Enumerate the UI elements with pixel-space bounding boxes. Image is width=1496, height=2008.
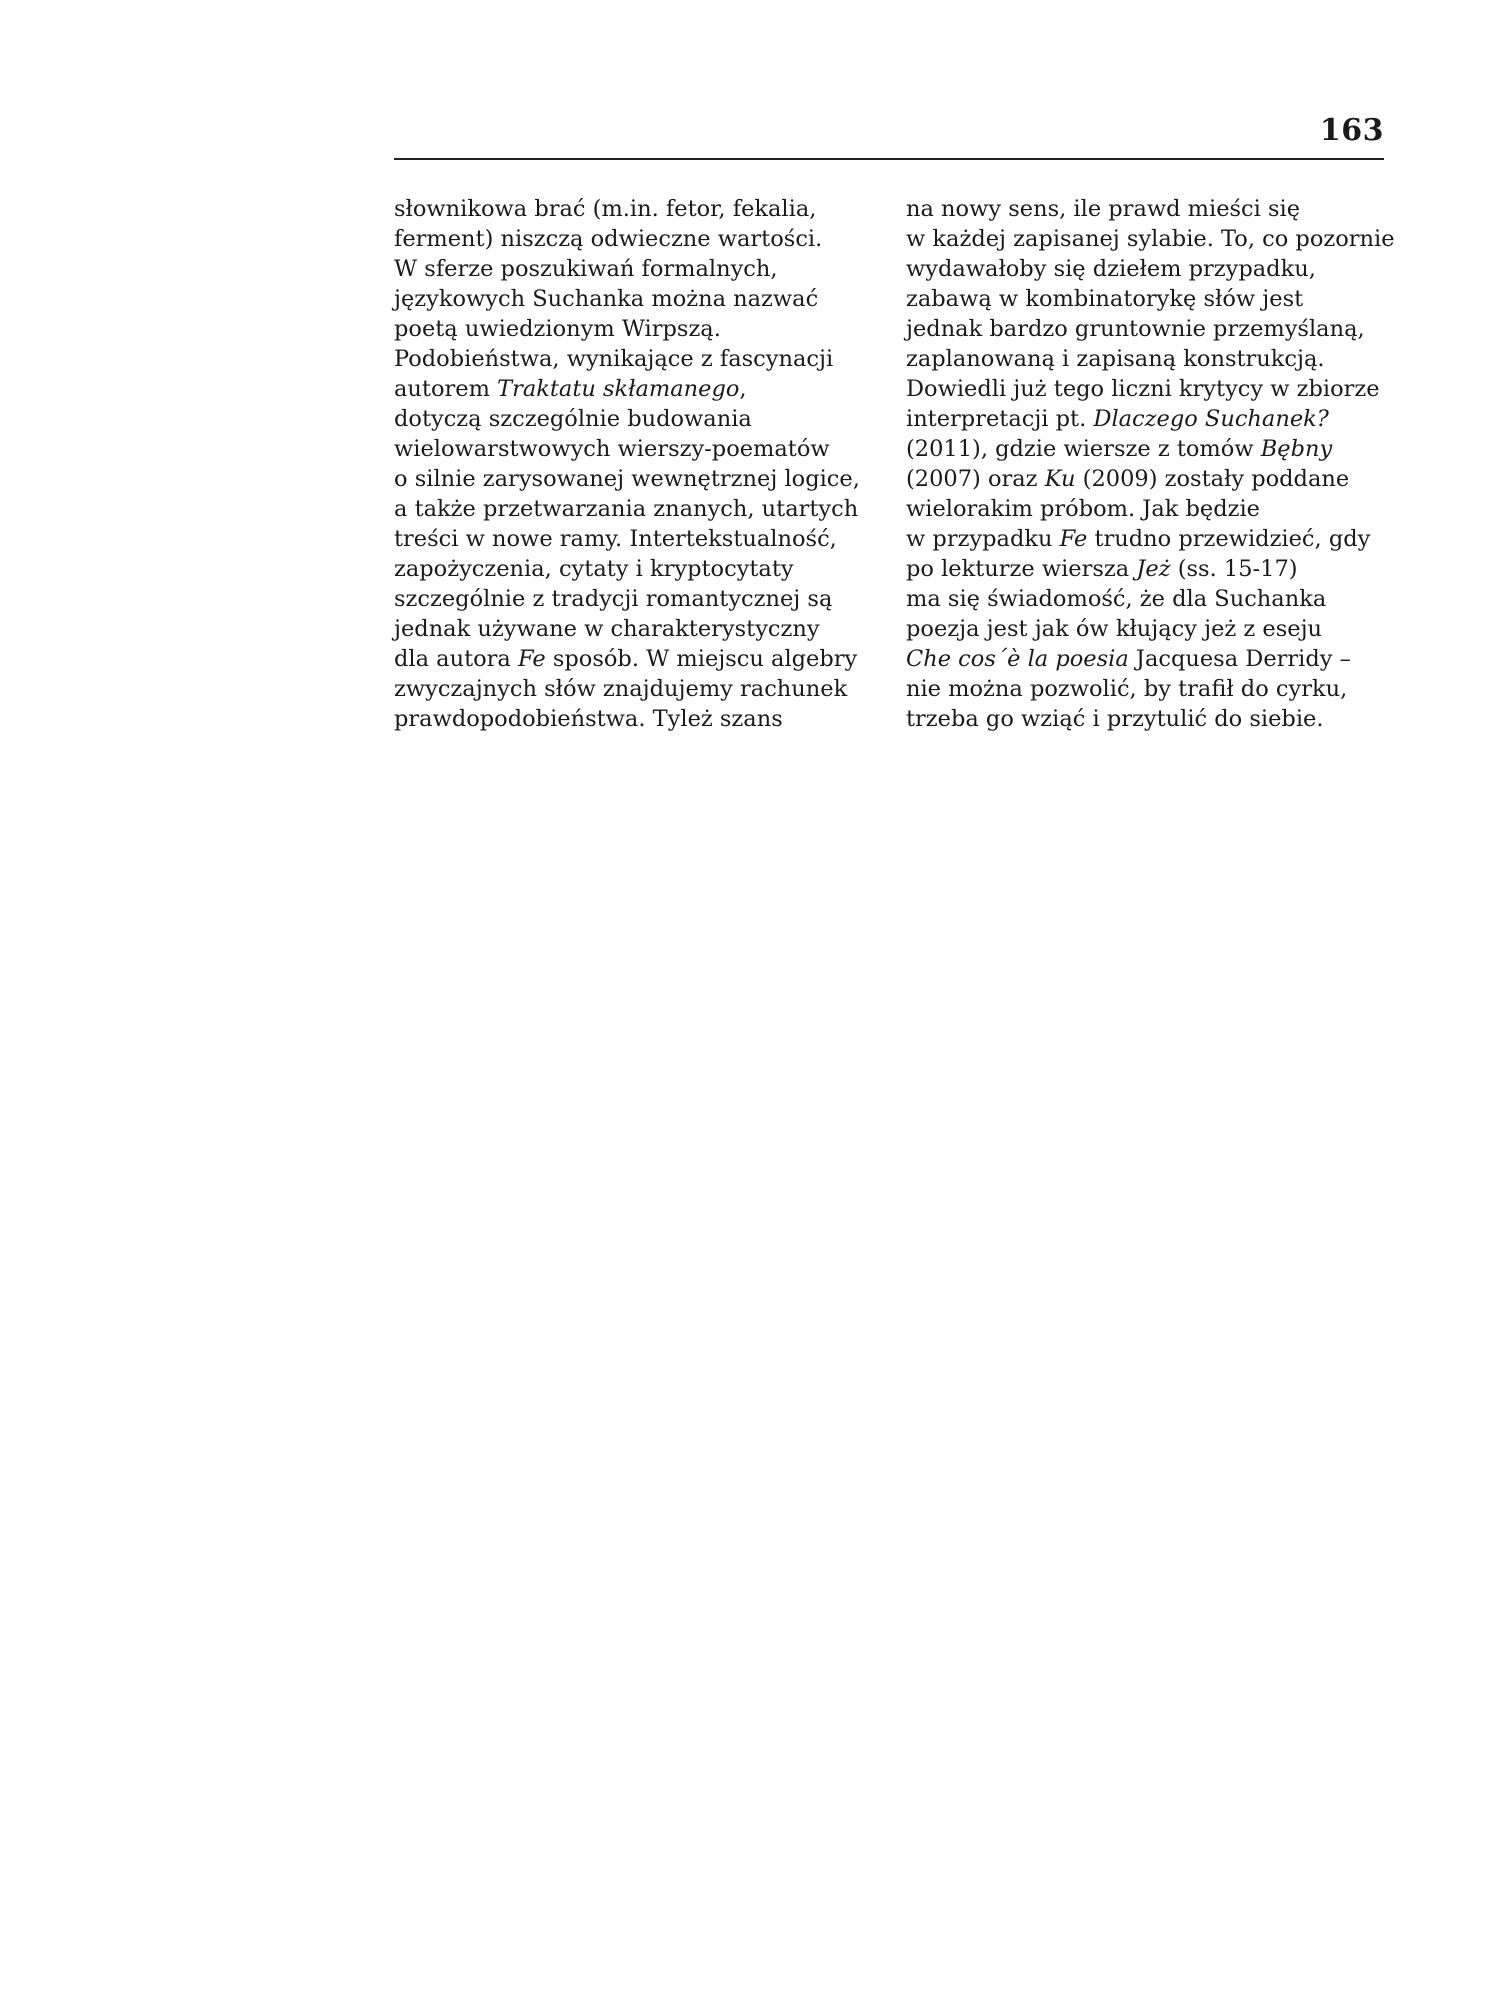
text-run: treści w nowe ramy. Intertekstualność, <box>394 526 837 552</box>
text-run: językowych Suchanka można nazwać <box>394 286 819 312</box>
text-run: poezja jest jak ów kłujący jeż z eseju <box>906 616 1323 642</box>
text-line <box>394 194 864 224</box>
text-line <box>394 374 864 404</box>
italic-text: Jeż <box>1136 556 1171 582</box>
text-run: (2007) oraz <box>906 466 1045 492</box>
text-run: trudno przewidzieć, gdy <box>1087 526 1371 552</box>
text-line <box>906 254 1376 284</box>
text-column-right <box>906 194 1395 734</box>
text-line <box>394 494 864 524</box>
text-line <box>394 704 864 734</box>
text-run: wydawałoby się dziełem przypadku, <box>906 256 1316 282</box>
text-run: a także przetwarzania znanych, utartych <box>394 496 859 522</box>
text-line <box>906 644 1376 674</box>
italic-text: Ku <box>1044 466 1076 492</box>
text-run: zapożyczenia, cytaty i kryptocytaty <box>394 556 794 582</box>
text-run: Jacquesa Derridy – <box>1128 646 1351 672</box>
italic-text: Bębny <box>1260 436 1333 462</box>
text-run: Dowiedli już tego liczni krytycy w zbiorze <box>906 376 1380 402</box>
text-run: dla autora <box>394 646 518 672</box>
text-run: ma się świadomość, że dla Suchanka <box>906 586 1327 612</box>
text-run: zaplanowaną i zapisaną konstrukcją. <box>906 346 1325 372</box>
text-run: jednak używane w charakterystyczny <box>394 616 820 642</box>
text-line <box>906 314 1376 344</box>
text-line <box>906 554 1376 584</box>
text-run: sposób. W miejscu algebry <box>545 646 858 672</box>
text-line <box>906 434 1376 464</box>
text-run: poetą uwiedzionym Wirpszą. <box>394 316 721 342</box>
text-line <box>394 344 864 374</box>
text-line <box>906 224 1395 254</box>
text-line <box>906 704 1376 734</box>
text-run: po lekturze wiersza <box>906 556 1137 582</box>
text-run: w przypadku <box>906 526 1060 552</box>
text-run: Podobieństwa, wynikające z fascynacji <box>394 346 834 372</box>
text-line <box>906 494 1376 524</box>
italic-text: Dlaczego Suchanek? <box>1093 406 1329 432</box>
text-line <box>394 224 864 254</box>
text-line <box>394 674 864 704</box>
text-run: wielowarstwowych wierszy-poematów <box>394 436 830 462</box>
text-line <box>906 284 1376 314</box>
text-line <box>906 524 1376 554</box>
text-line <box>394 464 864 494</box>
italic-text: Che cos´è la poesia <box>906 646 1129 672</box>
text-run: ferment) niszczą odwieczne wartości. <box>394 226 823 252</box>
text-line <box>394 554 864 584</box>
text-run: , <box>739 376 747 402</box>
text-line <box>394 614 864 644</box>
text-line <box>394 524 864 554</box>
text-run: (2009) zostały poddane <box>1075 466 1350 492</box>
italic-text: Traktatu skłamanego <box>497 376 740 402</box>
text-line <box>394 584 864 614</box>
text-run: dotyczą szczególnie budowania <box>394 406 752 432</box>
text-line <box>906 404 1376 434</box>
text-line <box>394 284 864 314</box>
text-run: autorem <box>394 376 498 402</box>
text-line <box>906 674 1376 704</box>
text-line <box>394 644 864 674</box>
page-number: 163 <box>1319 113 1384 148</box>
text-run: trzeba go wziąć i przytulić do siebie. <box>906 706 1324 732</box>
text-line <box>906 464 1376 494</box>
text-run: w każdej zapisanej sylabie. To, co pozornie <box>906 226 1395 252</box>
text-run: (ss. 15-17) <box>1170 556 1298 582</box>
text-run: (2011), gdzie wiersze z tomów <box>906 436 1261 462</box>
header-rule <box>394 158 1384 160</box>
text-run: szczególnie z tradycji romantycznej są <box>394 586 833 612</box>
text-run: nie można pozwolić, by trafił do cyrku, <box>906 676 1348 702</box>
text-line <box>906 194 1376 224</box>
text-line <box>394 434 864 464</box>
text-run: interpretacji pt. <box>906 406 1094 432</box>
text-line <box>906 614 1376 644</box>
text-run: na nowy sens, ile prawd mieści się <box>906 196 1301 222</box>
text-column-left <box>394 194 864 734</box>
text-run: zabawą w kombinatorykę słów jest <box>906 286 1304 312</box>
text-line <box>906 584 1376 614</box>
text-line <box>394 314 864 344</box>
italic-text: Fe <box>1059 526 1088 552</box>
text-line <box>906 344 1376 374</box>
text-run: prawdopodobieństwa. Tyleż szans <box>394 706 783 732</box>
text-run: o silnie zarysowanej wewnętrznej logice, <box>394 466 860 492</box>
text-line <box>394 404 864 434</box>
text-run: wielorakim próbom. Jak będzie <box>906 496 1261 522</box>
text-run: słownikowa brać (m.in. fetor, fekalia, <box>394 196 817 222</box>
text-line <box>394 254 864 284</box>
text-run: zwyczajnych słów znajdujemy rachunek <box>394 676 848 702</box>
text-run: W sferze poszukiwań formalnych, <box>394 256 778 282</box>
text-run: jednak bardzo gruntownie przemyślaną, <box>906 316 1365 342</box>
italic-text: Fe <box>517 646 546 672</box>
text-line <box>906 374 1380 404</box>
